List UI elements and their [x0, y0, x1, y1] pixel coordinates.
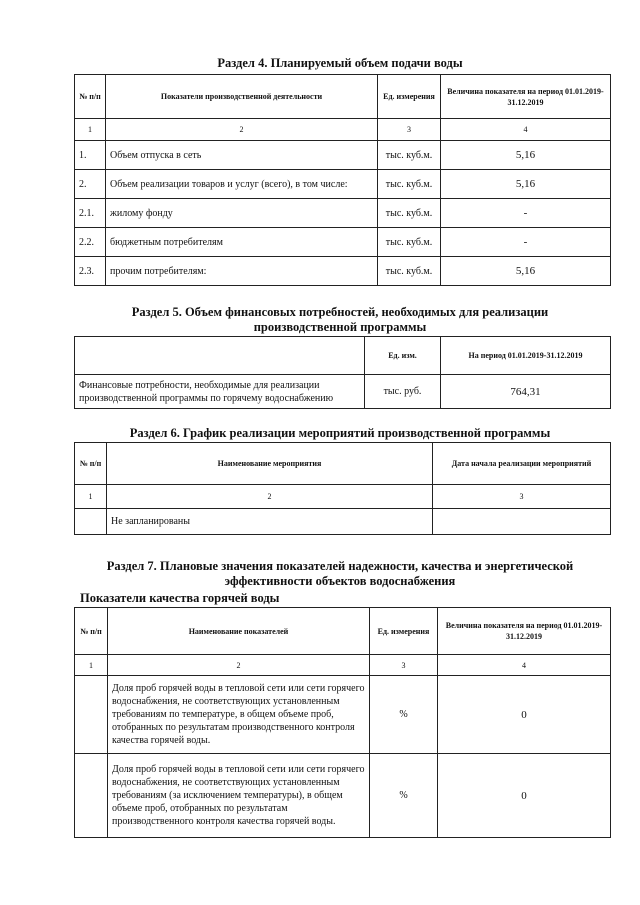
- row-value: -: [441, 228, 611, 257]
- row-value: 764,31: [441, 375, 611, 409]
- row-num: 2.: [75, 170, 106, 199]
- row-value: 5,16: [441, 170, 611, 199]
- row-unit: %: [370, 754, 438, 838]
- col-number: 2: [106, 119, 378, 141]
- table-header-row: [75, 608, 611, 655]
- col-header-indicator: Наименование показателей: [108, 608, 370, 655]
- row-value: 0: [438, 676, 611, 754]
- row-value: 0: [438, 754, 611, 838]
- col-header-indicator: Показатели производственной деятельности: [106, 75, 378, 119]
- row-num: [75, 509, 107, 535]
- column-number-row: [75, 655, 611, 676]
- col-header-measure: Наименование мероприятия: [107, 443, 433, 485]
- section-5-title: Раздел 5. Объем финансовых потребностей, необходимых для реализации производственной программы: [131, 305, 549, 334]
- row-name: бюджетным потребителям: [106, 228, 378, 257]
- row-unit: тыс. куб.м.: [378, 257, 441, 286]
- row-unit: тыс. куб.м.: [378, 199, 441, 228]
- table-row: [75, 170, 611, 199]
- col-header-start-date: Дата начала реализации мероприятий: [433, 443, 611, 485]
- table-row: [75, 676, 611, 754]
- col-header-num: № п/п: [75, 443, 107, 485]
- row-name: Финансовые потребности, необходимые для реализации производственной программы по горячему водоснабжению: [75, 375, 365, 409]
- row-value: -: [441, 199, 611, 228]
- row-name: прочим потребителям:: [106, 257, 378, 286]
- col-number: 1: [75, 119, 106, 141]
- row-unit: тыс. куб.м.: [378, 170, 441, 199]
- row-num: [75, 754, 108, 838]
- col-header-value: Величина показателя на период 01.01.2019-31.12.2019: [441, 75, 611, 119]
- row-name: Объем отпуска в сеть: [106, 141, 378, 170]
- col-header-num: № п/п: [75, 608, 108, 655]
- section-6-title: Раздел 6. График реализации мероприятий производственной программы: [129, 426, 551, 440]
- section-6-table: [74, 442, 611, 535]
- row-name: Доля проб горячей воды в тепловой сети или сети горячего водоснабжения, не соответствующих установленным требованиям по температуре, в общем объеме проб, отобранных по результатам производственного контроля качества горячей воды.: [108, 676, 370, 754]
- col-number: 3: [433, 485, 611, 509]
- section-4-table: [74, 74, 611, 286]
- section-7-table: [74, 607, 611, 838]
- col-header-unit: Ед. изм.: [365, 337, 441, 375]
- row-num: [75, 676, 108, 754]
- col-number: 3: [370, 655, 438, 676]
- section-7-title: Раздел 7. Плановые значения показателей надежности, качества и энергетической эффективности объектов водоснабжения: [106, 559, 574, 588]
- col-number: 3: [378, 119, 441, 141]
- col-header-value: Величина показателя на период 01.01.2019-31.12.2019: [438, 608, 611, 655]
- table-row: [75, 754, 611, 838]
- section-7-subtitle: Показатели качества горячей воды: [80, 591, 280, 605]
- row-value: 5,16: [441, 141, 611, 170]
- table-row: [75, 199, 611, 228]
- col-header-num: № п/п: [75, 75, 106, 119]
- col-header-unit: Ед. измерения: [378, 75, 441, 119]
- col-number: 2: [108, 655, 370, 676]
- col-header-unit: Ед. измерения: [370, 608, 438, 655]
- col-number: 1: [75, 485, 107, 509]
- section-5-table: [74, 336, 611, 409]
- row-num: 2.1.: [75, 199, 106, 228]
- table-row: [75, 509, 611, 535]
- row-num: 1.: [75, 141, 106, 170]
- col-header-period: На период 01.01.2019-31.12.2019: [441, 337, 611, 375]
- row-num: 2.3.: [75, 257, 106, 286]
- table-row: [75, 375, 611, 409]
- col-number: 4: [441, 119, 611, 141]
- row-name: Объем реализации товаров и услуг (всего), в том числе:: [106, 170, 378, 199]
- table-row: [75, 228, 611, 257]
- table-row: [75, 257, 611, 286]
- row-name: Доля проб горячей воды в тепловой сети или сети горячего водоснабжения, не соответствующих установленным требованиям (за исключением температуры), в общем объеме проб, отобранных по результатам производственного контроля качества горячей воды.: [108, 754, 370, 838]
- table-row: [75, 141, 611, 170]
- row-date: [433, 509, 611, 535]
- table-header-row: [75, 443, 611, 485]
- row-num: 2.2.: [75, 228, 106, 257]
- row-unit: тыс. руб.: [365, 375, 441, 409]
- col-number: 1: [75, 655, 108, 676]
- row-value: 5,16: [441, 257, 611, 286]
- col-number: 2: [107, 485, 433, 509]
- row-unit: тыс. куб.м.: [378, 228, 441, 257]
- table-header-row: [75, 337, 611, 375]
- column-number-row: [75, 119, 611, 141]
- row-unit: %: [370, 676, 438, 754]
- table-header-row: [75, 75, 611, 119]
- col-number: 4: [438, 655, 611, 676]
- col-header-blank: [75, 337, 365, 375]
- section-4-title: Раздел 4. Планируемый объем подачи воды: [217, 56, 463, 70]
- row-unit: тыс. куб.м.: [378, 141, 441, 170]
- row-name: жилому фонду: [106, 199, 378, 228]
- column-number-row: [75, 485, 611, 509]
- row-name: Не запланированы: [107, 509, 433, 535]
